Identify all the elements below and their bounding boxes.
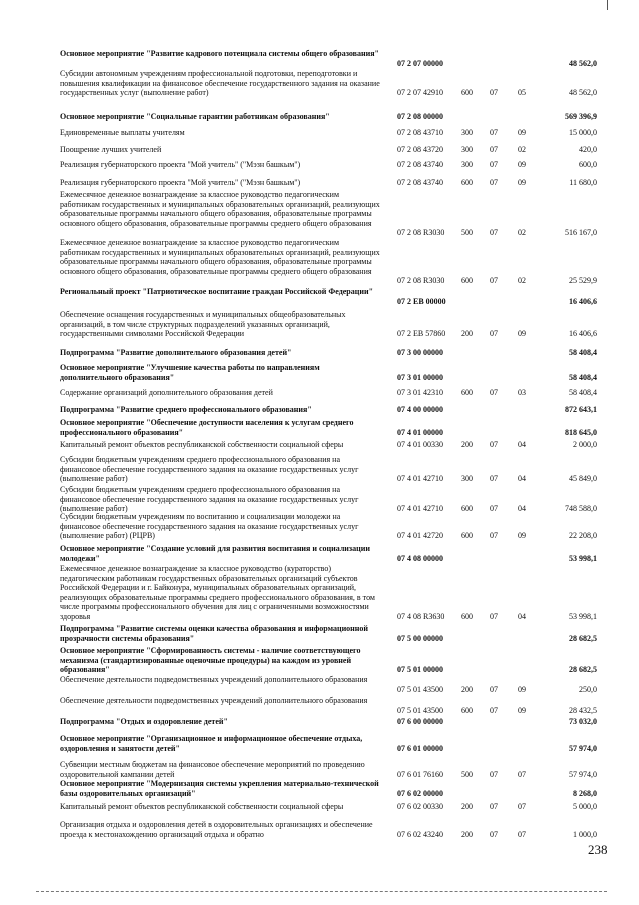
target-code: 07 6 01 76160 xyxy=(397,769,443,779)
subsection-code: 04 xyxy=(518,612,526,621)
section-code: 07 xyxy=(490,178,498,187)
target-code: 07 4 01 42720 xyxy=(397,531,443,541)
subsection-code: 02 xyxy=(518,145,526,154)
row-name: Субсидии автономным учреждениям профессиональной подготовки, переподготовки и повышения квалификации на финансовое обеспечение государственного задания на оказание государственных услуг (выполнение работ) xyxy=(60,69,380,98)
target-code: 07 2 08 43720 xyxy=(397,145,443,154)
subsection-code: 05 xyxy=(518,88,526,98)
target-code: 07 4 01 42710 xyxy=(397,504,443,514)
row-name: Обеспечение деятельности подведомственных учреждений дополнительного образования xyxy=(60,675,368,684)
amount: 28 682,5 xyxy=(569,633,597,643)
section-code: 07 xyxy=(490,128,498,137)
section-code: 07 xyxy=(490,531,498,541)
subsection-code: 09 xyxy=(518,531,526,541)
amount: 16 406,6 xyxy=(569,329,597,339)
row-name: Субсидии бюджетным учреждениям среднего профессионального образования на финансовое обеспечение государственного задания на оказание государственных услуг (выполнение работ) xyxy=(60,485,359,514)
amount: 600,0 xyxy=(579,160,597,169)
target-code: 07 2 08 43740 xyxy=(397,178,443,187)
subsection-code: 04 xyxy=(518,440,526,449)
target-code: 07 3 01 00000 xyxy=(397,372,443,382)
section-code: 07 xyxy=(490,388,498,397)
section-code: 07 xyxy=(490,504,498,514)
amount: 25 529,9 xyxy=(569,276,597,286)
section-code: 07 xyxy=(490,684,498,694)
subsection-code: 04 xyxy=(518,504,526,514)
scan-mark xyxy=(607,0,608,10)
target-code: 07 4 01 00000 xyxy=(397,427,443,437)
amount: 1 000,0 xyxy=(573,829,597,839)
section-code: 07 xyxy=(490,612,498,621)
page-number: 238 xyxy=(588,842,608,857)
amount: 53 998,1 xyxy=(569,612,597,621)
amount: 2 000,0 xyxy=(573,440,597,449)
target-code: 07 6 00 00000 xyxy=(397,717,443,726)
amount: 5 000,0 xyxy=(573,802,597,811)
expense-type: 600 xyxy=(461,612,473,621)
row-name: Региональный проект "Патриотическое воспитание граждан Российской Федерации" xyxy=(60,287,374,296)
target-code: 07 5 00 00000 xyxy=(397,633,443,643)
subsection-code: 07 xyxy=(518,829,526,839)
row-name: Основное мероприятие "Социальные гарантии работникам образования" xyxy=(60,112,330,121)
target-code: 07 6 02 43240 xyxy=(397,829,443,839)
target-code: 07 6 02 00000 xyxy=(397,788,443,798)
row-name: Основное мероприятие "Развитие кадрового потенциала системы общего образования" xyxy=(60,49,379,58)
amount: 16 406,6 xyxy=(569,296,597,306)
expense-type: 500 xyxy=(461,769,473,779)
subsection-code: 07 xyxy=(518,769,526,779)
row-name: Основное мероприятие "Сформированность системы - наличие соответствующего механизма (стандартизированные оценочные процедуры) на каждом из уровней образования" xyxy=(60,646,361,675)
subsection-code: 09 xyxy=(518,329,526,339)
target-code: 07 2 08 00000 xyxy=(397,112,443,121)
subsection-code: 09 xyxy=(518,705,526,715)
amount: 57 974,0 xyxy=(569,769,597,779)
subsection-code: 07 xyxy=(518,802,526,811)
amount: 45 849,0 xyxy=(569,474,597,484)
expense-type: 200 xyxy=(461,684,473,694)
amount: 28 432,5 xyxy=(569,705,597,715)
amount: 748 588,0 xyxy=(565,504,597,514)
target-code: 07 4 01 00330 xyxy=(397,440,443,449)
target-code: 07 4 01 42710 xyxy=(397,474,443,484)
row-name: Основное мероприятие "Улучшение качества работы по направлениям дополнительного образования" xyxy=(60,363,320,382)
target-code: 07 4 08 R3630 xyxy=(397,612,445,621)
row-name: Капитальный ремонт объектов республиканской собственности социальной сферы xyxy=(60,440,344,449)
row-name: Содержание организаций дополнительного образования детей xyxy=(60,388,273,397)
amount: 569 396,9 xyxy=(565,112,597,121)
section-code: 07 xyxy=(490,829,498,839)
expense-type: 600 xyxy=(461,531,473,541)
subsection-code: 09 xyxy=(518,684,526,694)
amount: 58 408,4 xyxy=(569,388,597,397)
amount: 22 208,0 xyxy=(569,531,597,541)
amount: 48 562,0 xyxy=(569,88,597,98)
row-name: Ежемесячное денежное вознаграждение за классное руководство педагогическим работникам государственных и муниципальных образовательных организаций, реализующих образовательные программы начального общего образования, образовательные программы основного общего образования, образовательные программы среднего общего образования xyxy=(60,190,380,228)
amount: 818 645,0 xyxy=(565,427,597,437)
target-code: 07 6 01 00000 xyxy=(397,743,443,753)
target-code: 07 2 08 43710 xyxy=(397,128,443,137)
expense-type: 200 xyxy=(461,802,473,811)
target-code: 07 4 08 00000 xyxy=(397,553,443,563)
section-code: 07 xyxy=(490,802,498,811)
subsection-code: 09 xyxy=(518,178,526,187)
expense-type: 600 xyxy=(461,178,473,187)
target-code: 07 3 00 00000 xyxy=(397,348,443,357)
row-name: Поощрение лучших учителей xyxy=(60,145,162,154)
expense-type: 300 xyxy=(461,474,473,484)
amount: 250,0 xyxy=(579,684,597,694)
target-code: 07 6 02 00330 xyxy=(397,802,443,811)
subsection-code: 02 xyxy=(518,276,526,286)
row-name: Реализация губернаторского проекта "Мой учитель" ("Мэзн башкым") xyxy=(60,178,301,187)
expense-type: 200 xyxy=(461,329,473,339)
expense-type: 300 xyxy=(461,145,473,154)
target-code: 07 5 01 43500 xyxy=(397,705,443,715)
expense-type: 600 xyxy=(461,388,473,397)
row-name: Субсидии бюджетным учреждениям среднего профессионального образования на финансовое обеспечение государственного задания на оказание государственных услуг (выполнение работ) xyxy=(60,455,359,484)
row-name: Обеспечение деятельности подведомственных учреждений дополнительного образования xyxy=(60,696,368,705)
row-name: Капитальный ремонт объектов республиканской собственности социальной сферы xyxy=(60,802,344,811)
expense-type: 300 xyxy=(461,160,473,169)
target-code: 07 2 07 42910 xyxy=(397,88,443,98)
row-name: Подпрограмма "Развитие дополнительного образования детей" xyxy=(60,348,292,357)
section-code: 07 xyxy=(490,145,498,154)
row-name: Организация отдыха и оздоровления детей в оздоровительных организациях и обеспечение проезда к местонахождению организаций отдыха и обратно xyxy=(60,820,373,839)
row-name: Единовременные выплаты учителям xyxy=(60,128,185,137)
section-code: 07 xyxy=(490,329,498,339)
expense-type: 600 xyxy=(461,276,473,286)
section-code: 07 xyxy=(490,160,498,169)
row-name: Подпрограмма "Развитие среднего профессионального образования" xyxy=(60,405,312,414)
target-code: 07 5 01 00000 xyxy=(397,665,443,675)
subsection-code: 09 xyxy=(518,160,526,169)
section-code: 07 xyxy=(490,276,498,286)
row-name: Реализация губернаторского проекта "Мой учитель" ("Мэзн башкым") xyxy=(60,160,301,169)
expense-type: 600 xyxy=(461,504,473,514)
amount: 8 268,0 xyxy=(573,788,597,798)
section-code: 07 xyxy=(490,440,498,449)
target-code: 07 5 01 43500 xyxy=(397,684,443,694)
expense-type: 300 xyxy=(461,128,473,137)
expense-type: 600 xyxy=(461,705,473,715)
amount: 28 682,5 xyxy=(569,665,597,675)
section-code: 07 xyxy=(490,769,498,779)
amount: 420,0 xyxy=(579,145,597,154)
row-name: Субсидии бюджетным учреждениям по воспитанию и социализации молодежи на финансовое обеспечение государственного задания на оказание государственных услуг (выполнение работ) (РЦРВ) xyxy=(60,512,359,541)
amount: 872 643,1 xyxy=(565,405,597,414)
expense-type: 200 xyxy=(461,440,473,449)
section-code: 07 xyxy=(490,228,498,238)
row-name: Основное мероприятие "Создание условий для развития воспитания и социализации молодежи" xyxy=(60,544,370,563)
amount: 57 974,0 xyxy=(569,743,597,753)
expense-type: 500 xyxy=(461,228,473,238)
target-code: 07 2 08 R3030 xyxy=(397,276,445,286)
amount: 58 408,4 xyxy=(569,372,597,382)
row-name: Основное мероприятие "Модернизация системы укрепления материально-технической базы оздоровительных организаций" xyxy=(60,779,379,798)
section-code: 07 xyxy=(490,705,498,715)
subsection-code: 03 xyxy=(518,388,526,397)
section-code: 07 xyxy=(490,88,498,98)
amount: 15 000,0 xyxy=(569,128,597,137)
target-code: 07 3 01 42310 xyxy=(397,388,443,397)
amount: 516 167,0 xyxy=(565,228,597,238)
target-code: 07 4 00 00000 xyxy=(397,405,443,414)
row-name: Ежемесячное денежное вознаграждение за классное руководство (кураторство) педагогическим работникам государственных образовательных организаций субъектов Российской Федерации и г. Байконура, муниципальных образовательных организаций, реализующих образовательные программы среднего профессионального образования, в том числе программы профессионального обучения для лиц с ограниченными возможностями здоровья xyxy=(60,564,375,621)
subsection-code: 02 xyxy=(518,228,526,238)
amount: 73 032,0 xyxy=(569,717,597,726)
amount: 11 680,0 xyxy=(569,178,597,187)
target-code: 07 2 07 00000 xyxy=(397,58,443,68)
expense-type: 200 xyxy=(461,829,473,839)
target-code: 07 2 08 R3030 xyxy=(397,228,445,238)
subsection-code: 04 xyxy=(518,474,526,484)
amount: 58 408,4 xyxy=(569,348,597,357)
target-code: 07 2 08 43740 xyxy=(397,160,443,169)
row-name: Основное мероприятие "Организационное и информационное обеспечение отдыха, оздоровления и занятости детей" xyxy=(60,734,363,753)
row-name: Подпрограмма "Развитие системы оценки качества образования и информационной прозрачности системы образования" xyxy=(60,624,369,643)
target-code: 07 2 EB 57860 xyxy=(397,329,446,339)
amount: 48 562,0 xyxy=(569,58,597,68)
row-name: Ежемесячное денежное вознаграждение за классное руководство педагогическим работникам государственных и муниципальных образовательных организаций, реализующих образовательные программы начального общего образования, образовательные программы основного общего образования, образовательные программы среднего общего образования xyxy=(60,238,380,276)
expense-type: 600 xyxy=(461,88,473,98)
scan-edge-line xyxy=(36,891,607,892)
row-name: Подпрограмма "Отдых и оздоровление детей" xyxy=(60,717,228,726)
row-name: Основное мероприятие "Обеспечение доступности населения к услугам среднего профессионального образования" xyxy=(60,418,354,437)
subsection-code: 09 xyxy=(518,128,526,137)
amount: 53 998,1 xyxy=(569,553,597,563)
row-name: Обеспечение оснащения государственных и муниципальных общеобразовательных организаций, в том числе структурных подразделений указанных организаций, государственными символами Российской Федерации xyxy=(60,310,346,339)
row-name: Субвенции местным бюджетам на финансовое обеспечение мероприятий по проведению оздоровительной кампании детей xyxy=(60,760,365,779)
section-code: 07 xyxy=(490,474,498,484)
target-code: 07 2 EB 00000 xyxy=(397,296,446,306)
